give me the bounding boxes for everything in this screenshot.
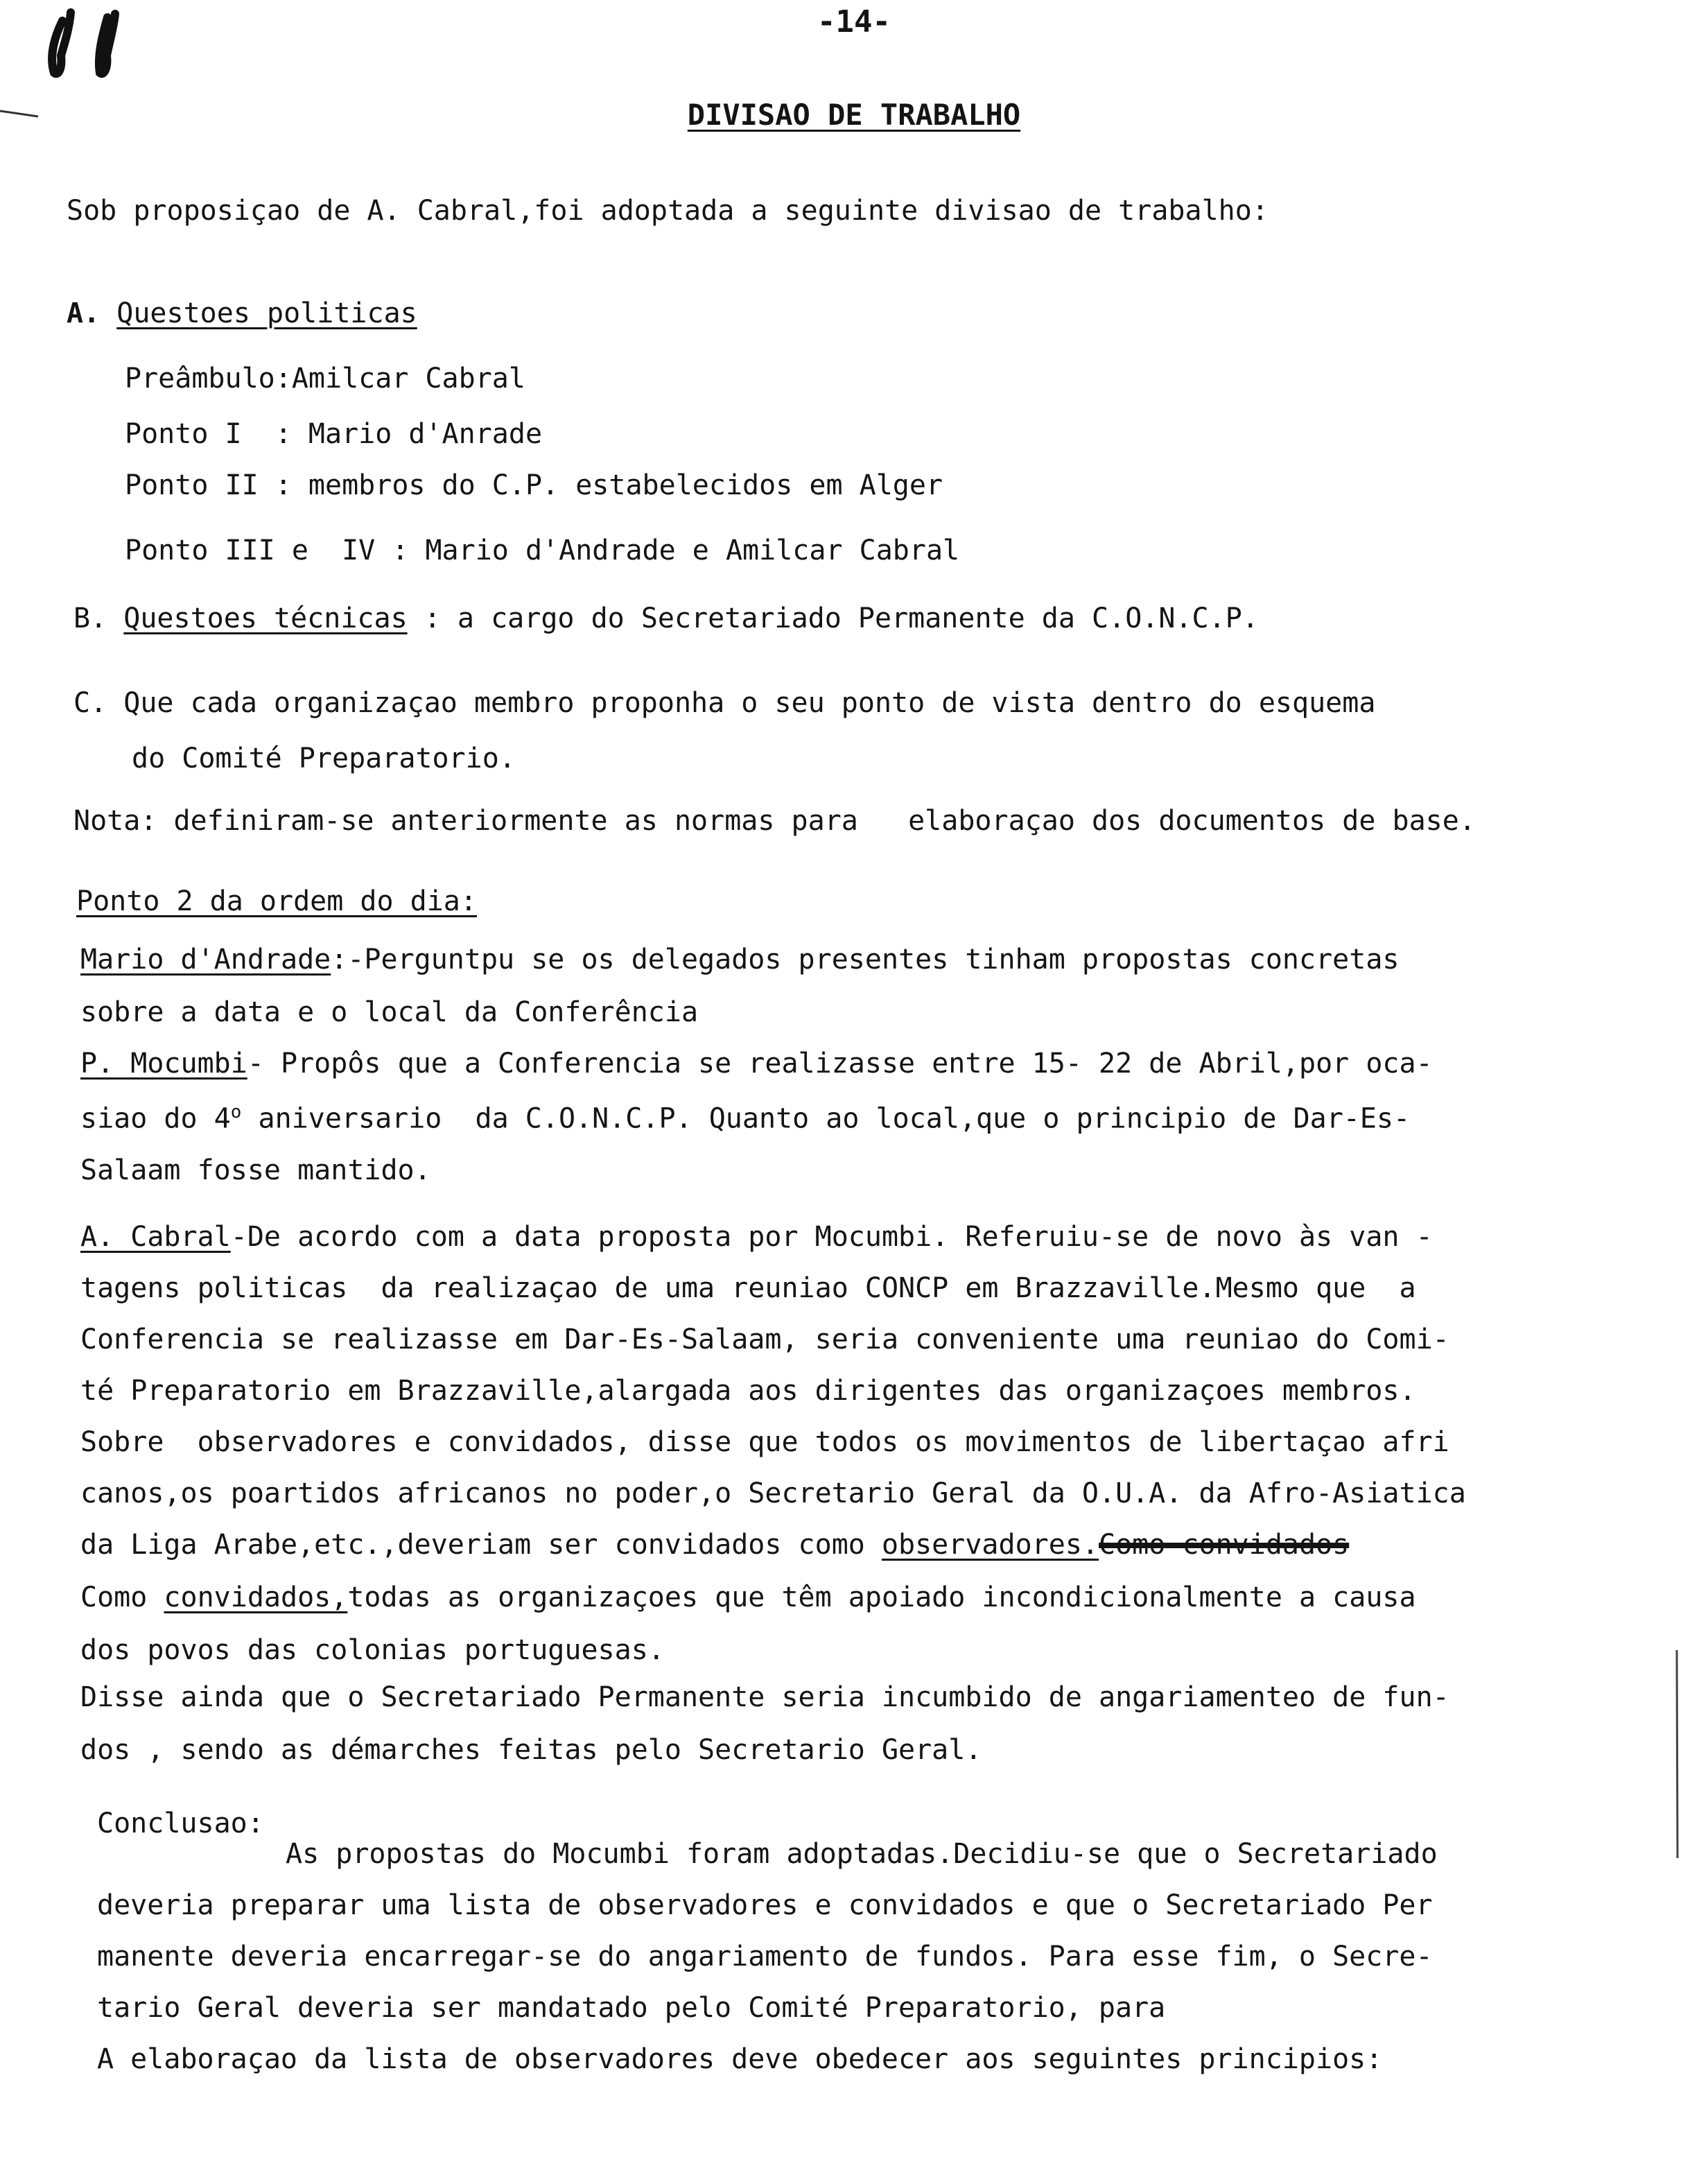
conclusao-line: manente deveria encarregar-se do angariamento de fundos. Para esse fim, o Secre- xyxy=(97,1941,1433,1973)
cabral-statement: -De acordo com a data proposta por Mocumbi. Referuiu-se de novo às van - xyxy=(230,1221,1433,1253)
mocumbi-line1 xyxy=(80,1047,1433,1080)
section-title: DIVISAO DE TRABALHO xyxy=(687,98,1021,132)
item-a-line: Ponto II : membros do C.P. estabelecidos em Alger xyxy=(125,469,943,501)
item-b-title: Questoes técnicas xyxy=(123,603,408,634)
conclusao-line: deveria preparar uma lista de observadores e convidados e que o Secretariado Per xyxy=(97,1889,1433,1921)
conclusao-line: tario Geral deveria ser mandatado pelo Comité Preparatorio, para xyxy=(97,1992,1166,2024)
ponto2-title: Ponto 2 da ordem do dia: xyxy=(76,885,477,917)
conclusao-line: A elaboraçao da lista de observadores deve obedecer aos seguintes principios: xyxy=(97,2043,1383,2075)
como-rest: todas as organizaçoes que têm apoiado incondicionalmente a causa xyxy=(347,1581,1416,1613)
intro-paragraph: Sob proposiçao de A. Cabral,foi adoptada a seguinte divisao de trabalho: xyxy=(67,195,1269,227)
struck-out-text: Como convidados xyxy=(1099,1529,1350,1561)
item-a-title: Questoes politicas xyxy=(116,297,417,329)
cabral-liga-line xyxy=(80,1528,1349,1561)
mocumbi-line2-a: siao do 4 xyxy=(80,1102,231,1135)
mocumbi-line3: Salaam fosse mantido. xyxy=(80,1154,431,1186)
page-number: -14- xyxy=(817,4,891,40)
cabral-line: té Preparatorio em Brazzaville,alargada aos dirigentes das organizaçoes membros. xyxy=(80,1375,1416,1407)
observadores-underlined: observadores. xyxy=(881,1529,1099,1561)
item-b-rest: : a cargo do Secretariado Permanente da C.O.N.C.P. xyxy=(424,603,1259,634)
mario-line1 xyxy=(80,943,1399,976)
cabral-line1 xyxy=(80,1220,1433,1254)
cabral-line: Sobre observadores e convidados, disse que todos os movimentos de libertaçao afri xyxy=(80,1426,1449,1458)
cabral-line: tagens politicas da realizaçao de uma reuniao CONCP em Brazzaville.Mesmo que a xyxy=(80,1272,1416,1304)
conclusao-label: Conclusao: xyxy=(97,1808,264,1839)
cabral-disse-line1: Disse ainda que o Secretariado Permanente seria incumbido de angariamenteo de fun- xyxy=(80,1681,1449,1713)
ordinal-mark: o xyxy=(230,1102,242,1123)
mario-statement: :-Perguntpu se os delegados presentes tinham propostas concretas xyxy=(331,944,1400,976)
item-a-line: Ponto I : Mario d'Anrade xyxy=(125,418,543,450)
cabral-disse-line2: dos , sendo as démarches feitas pelo Secretario Geral. xyxy=(80,1734,982,1766)
mocumbi-line2 xyxy=(80,1095,1410,1135)
como-text: Como xyxy=(80,1581,164,1613)
speaker-mario: Mario d'Andrade xyxy=(80,944,331,976)
item-a-line: Preâmbulo:Amilcar Cabral xyxy=(125,363,525,395)
item-b-marker: B. xyxy=(73,603,107,634)
cabral-povos-line: dos povos das colonias portuguesas. xyxy=(80,1634,665,1666)
mocumbi-statement: - Propôs que a Conferencia se realizasse entre 15- 22 de Abril,por oca- xyxy=(247,1048,1433,1080)
item-a-line: Ponto III e IV : Mario d'Andrade e Amilcar Cabral xyxy=(125,535,960,566)
cabral-line: canos,os poartidos africanos no poder,o Secretario Geral da O.U.A. da Afro-Asiatica xyxy=(80,1477,1466,1509)
conclusao-line: As propostas do Mocumbi foram adoptadas.Decidiu-se que o Secretariado xyxy=(286,1838,1438,1870)
convidados-underlined: convidados, xyxy=(164,1581,348,1613)
liga-text: da Liga Arabe,etc.,deveriam ser convidados como xyxy=(80,1529,882,1561)
speaker-mocumbi: P. Mocumbi xyxy=(80,1048,247,1080)
nota-line: Nota: definiram-se anteriormente as normas para elaboraçao dos documentos de base. xyxy=(73,805,1476,837)
item-a-heading xyxy=(67,297,417,330)
mocumbi-line2-b: aniversario da C.O.N.C.P. Quanto ao local,que o principio de Dar-Es- xyxy=(241,1102,1411,1135)
cabral-line: Conferencia se realizasse em Dar-Es-Salaam, seria conveniente uma reuniao do Comi- xyxy=(80,1324,1449,1355)
speaker-cabral: A. Cabral xyxy=(80,1221,231,1253)
item-c-line1: C. Que cada organizaçao membro proponha o seu ponto de vista dentro do esquema xyxy=(73,687,1376,719)
item-b xyxy=(73,602,1259,635)
mario-line2: sobre a data e o local da Conferência xyxy=(80,996,699,1028)
cabral-como-line xyxy=(80,1581,1416,1614)
item-a-marker: A. xyxy=(67,297,101,329)
scan-margin-line xyxy=(1673,1650,1680,1858)
item-c-line2: do Comité Preparatorio. xyxy=(132,743,516,774)
